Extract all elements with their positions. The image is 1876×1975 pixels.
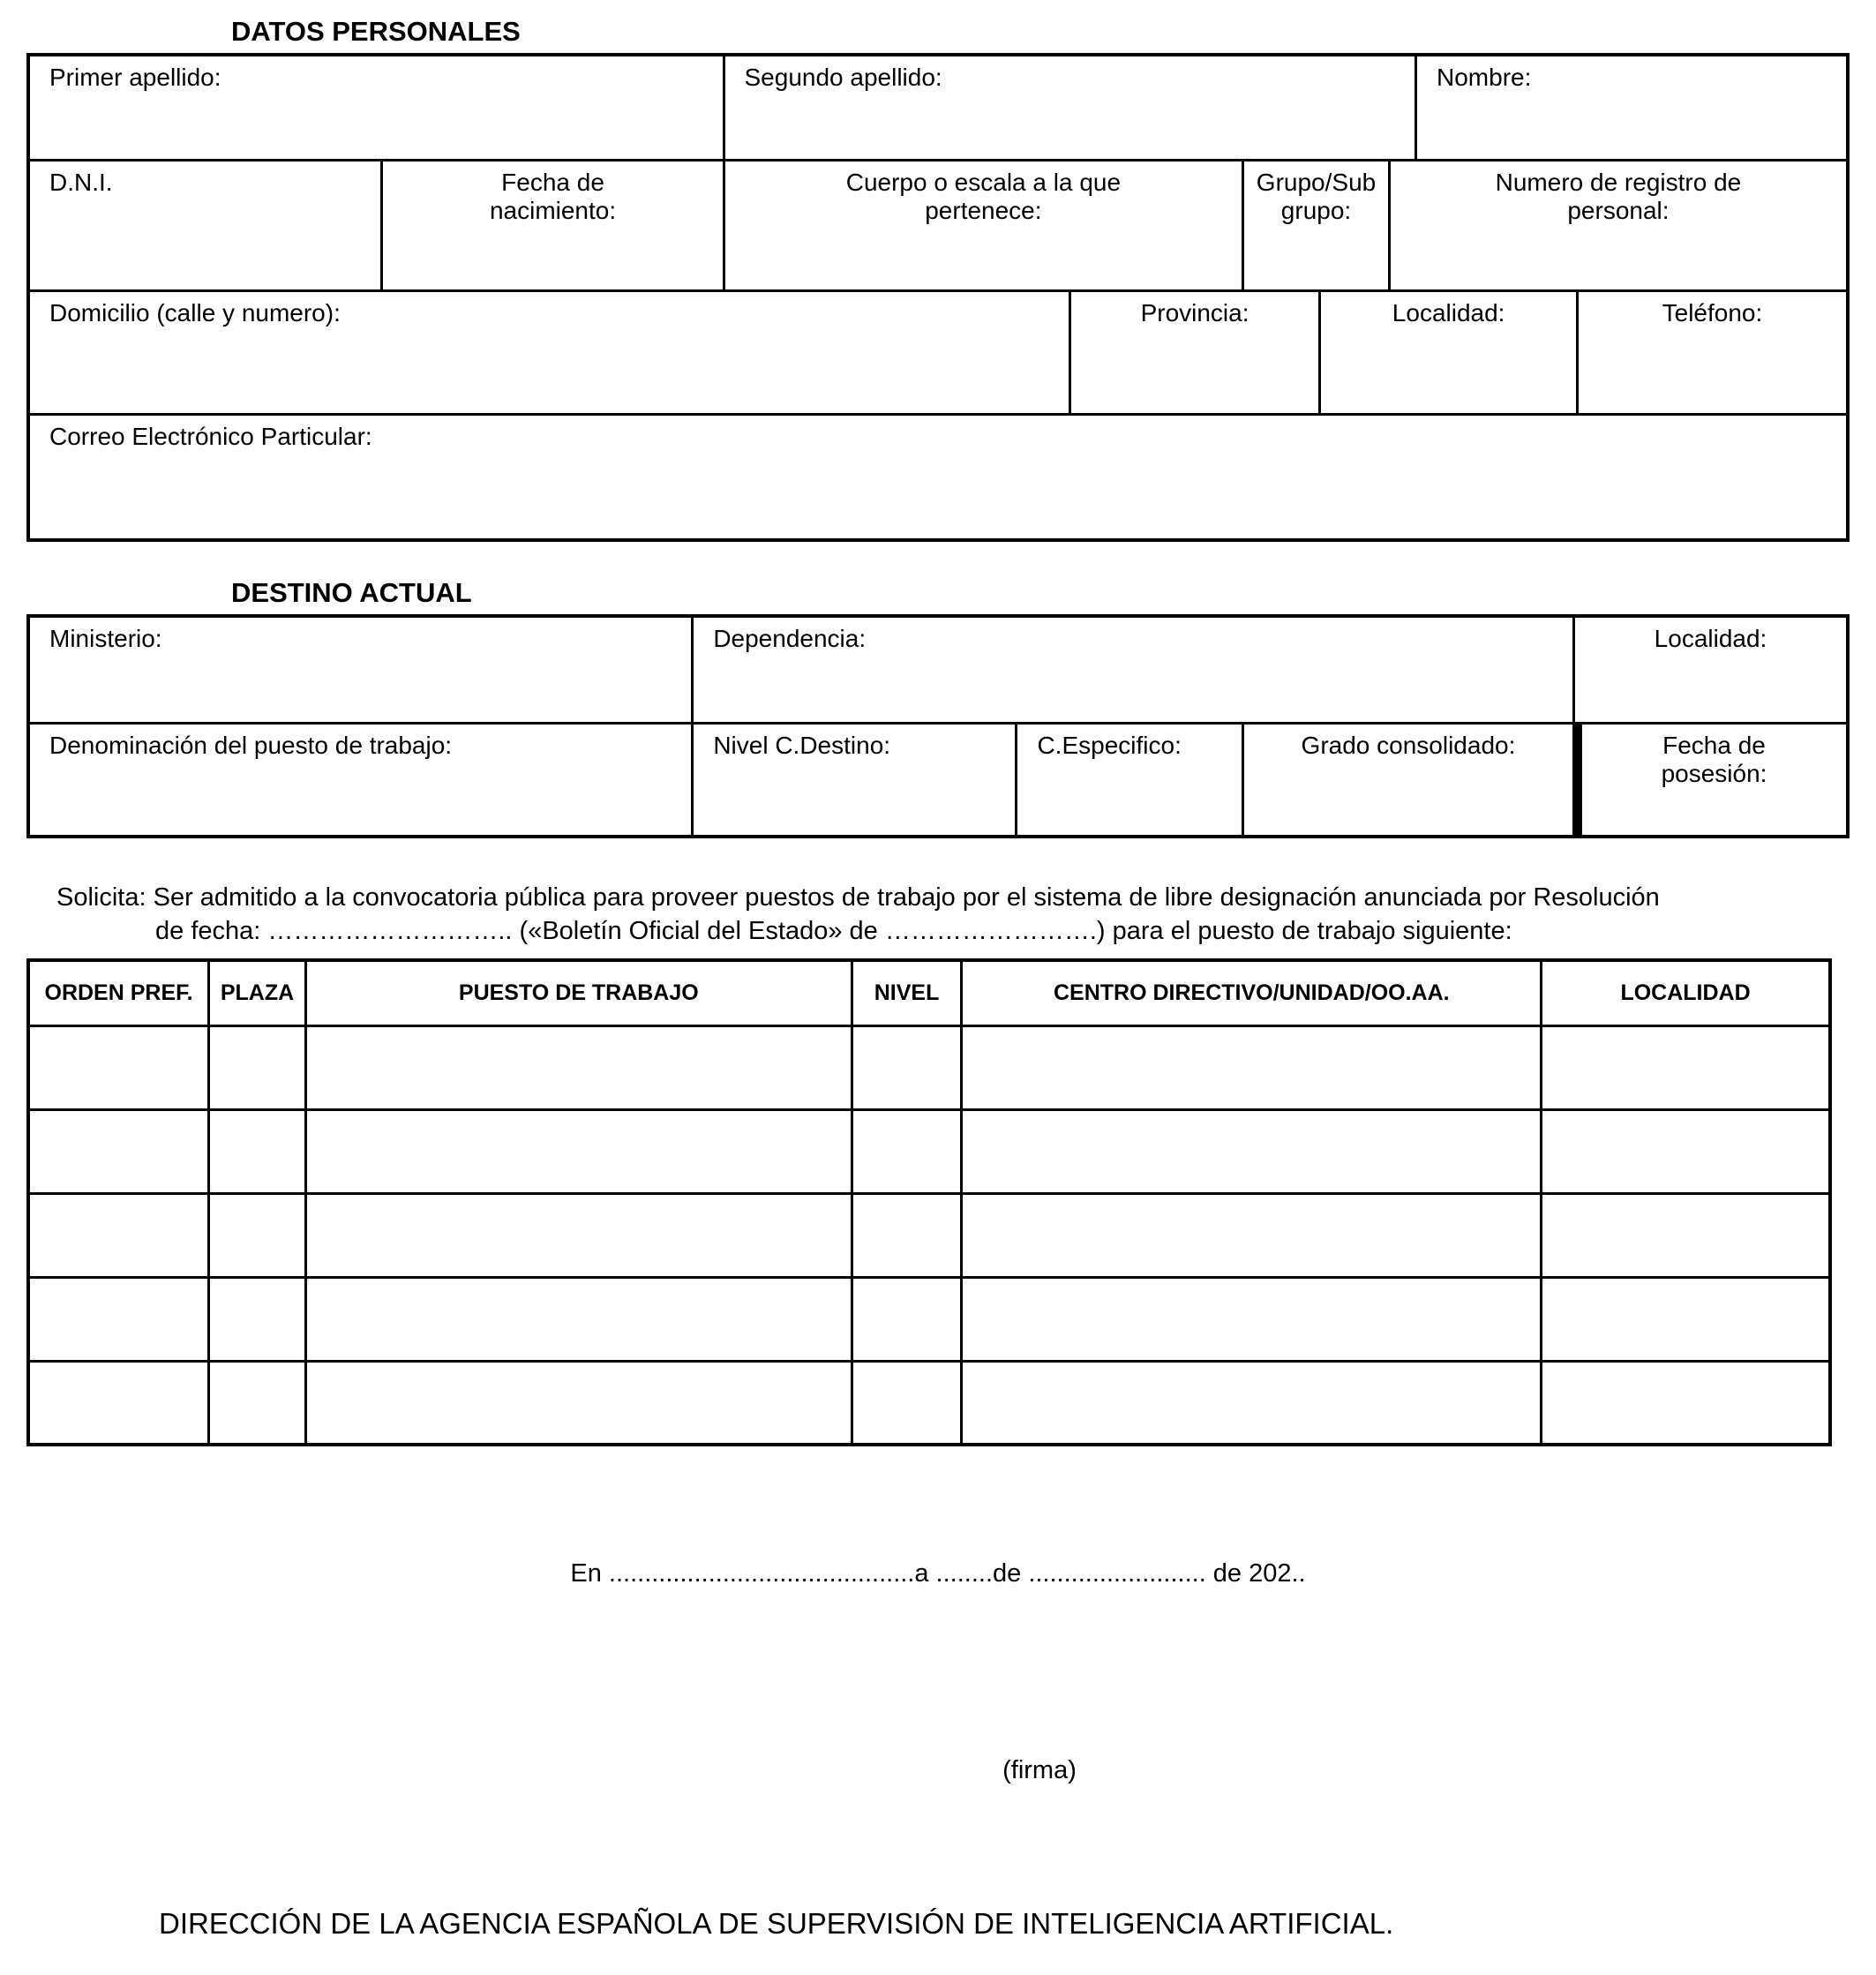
- puestos-cell: [852, 1025, 962, 1109]
- puestos-cell: [852, 1361, 962, 1445]
- puestos-cell: [28, 1361, 209, 1445]
- cell-grupo-subgrupo: [1242, 161, 1388, 289]
- table-row: [30, 413, 1846, 538]
- cell-primer-apellido: [30, 56, 723, 159]
- cell-dni: [30, 161, 380, 289]
- puestos-cell: [28, 1277, 209, 1361]
- puestos-cell: [852, 1193, 962, 1277]
- cell-domicilio: [30, 292, 1069, 413]
- puestos-table: [26, 958, 1832, 1446]
- puestos-empty-row: [28, 1109, 1830, 1193]
- nombre-label: Nombre:: [1437, 64, 1532, 91]
- table-row: [30, 618, 1846, 722]
- domicilio-label: Domicilio (calle y numero):: [49, 299, 341, 327]
- solicita-line1: Solicita: Ser admitido a la convocatoria pública para proveer puestos de trabajo por el sistema de libre designación anunciada por Resolución: [56, 883, 1660, 912]
- dni-label: D.N.I.: [49, 169, 113, 196]
- correo-label: Correo Electrónico Particular:: [49, 423, 372, 450]
- grupo-subgrupo-label: Grupo/Sub grupo:: [1256, 169, 1377, 224]
- direccion-footer: DIRECCIÓN DE LA AGENCIA ESPAÑOLA DE SUPERVISIÓN DE INTELIGENCIA ARTIFICIAL.: [159, 1907, 1394, 1940]
- puestos-empty-row: [28, 1193, 1830, 1277]
- table-row: [30, 289, 1846, 413]
- grado-consolidado-label: Grado consolidado:: [1301, 732, 1516, 759]
- col-header-localidad: LOCALIDAD: [1542, 960, 1830, 1025]
- cell-numero-registro: [1388, 161, 1846, 289]
- segundo-apellido-label: Segundo apellido:: [744, 64, 942, 91]
- datos-personales-title: DATOS PERSONALES: [231, 16, 521, 47]
- telefono-label: Teléfono:: [1662, 299, 1763, 327]
- ministerio-label: Ministerio:: [49, 625, 162, 652]
- destino-localidad-label: Localidad:: [1654, 625, 1767, 652]
- col-header-orden-pref: ORDEN PREF.: [28, 960, 209, 1025]
- puestos-empty-row: [28, 1025, 1830, 1109]
- puestos-cell: [962, 1277, 1542, 1361]
- puestos-empty-row: [28, 1361, 1830, 1445]
- puestos-cell: [305, 1025, 852, 1109]
- fecha-nacimiento-label: Fecha de nacimiento:: [489, 169, 617, 224]
- solicita-line2: de fecha: ……………………….. («Boletín Oficial del Estado» de …………………….) para el puesto de trabajo siguiente:: [155, 917, 1512, 945]
- puestos-cell: [305, 1193, 852, 1277]
- fecha-posesion-label: Fecha de posesión:: [1661, 732, 1767, 787]
- cell-telefono: [1576, 292, 1846, 413]
- cell-cuerpo-escala: [723, 161, 1242, 289]
- solicita-paragraph: [56, 881, 1841, 948]
- cell-provincia: [1069, 292, 1319, 413]
- table-row: [30, 159, 1846, 289]
- puestos-cell: [209, 1361, 306, 1445]
- puestos-cell: [1542, 1025, 1830, 1109]
- denominacion-puesto-label: Denominación del puesto de trabajo:: [49, 732, 453, 759]
- cell-dependencia: [691, 618, 1572, 722]
- puestos-cell: [209, 1109, 306, 1193]
- cell-c-especifico: [1015, 725, 1241, 835]
- firma-label: (firma): [1002, 1756, 1077, 1784]
- puestos-cell: [962, 1025, 1542, 1109]
- puestos-cell: [962, 1193, 1542, 1277]
- cuerpo-escala-label: Cuerpo o escala a la que pertenece:: [845, 169, 1122, 224]
- puestos-cell: [209, 1193, 306, 1277]
- puestos-cell: [852, 1277, 962, 1361]
- puestos-cell: [1542, 1361, 1830, 1445]
- col-header-plaza: PLAZA: [209, 960, 306, 1025]
- numero-registro-label: Numero de registro de personal:: [1495, 169, 1742, 224]
- col-header-centro-directivo: CENTRO DIRECTIVO/UNIDAD/OO.AA.: [962, 960, 1542, 1025]
- puestos-cell: [28, 1025, 209, 1109]
- col-header-puesto-de-trabajo: PUESTO DE TRABAJO: [305, 960, 852, 1025]
- localidad-label: Localidad:: [1392, 299, 1505, 327]
- puestos-table-body: [28, 1025, 1830, 1445]
- puestos-cell: [962, 1361, 1542, 1445]
- puestos-cell: [28, 1109, 209, 1193]
- puestos-cell: [305, 1361, 852, 1445]
- puestos-empty-row: [28, 1277, 1830, 1361]
- puestos-cell: [209, 1277, 306, 1361]
- dependencia-label: Dependencia:: [713, 625, 867, 652]
- nivel-destino-label: Nivel C.Destino:: [713, 732, 891, 759]
- cell-nivel-destino: [691, 725, 1015, 835]
- cell-segundo-apellido: [723, 56, 1415, 159]
- puestos-table-header: [28, 960, 1830, 1025]
- cell-destino-localidad: [1572, 618, 1846, 722]
- destino-actual-table: [26, 614, 1850, 838]
- puestos-cell: [209, 1025, 306, 1109]
- cell-denominacion-puesto: [30, 725, 691, 835]
- cell-localidad: [1318, 292, 1576, 413]
- c-especifico-label: C.Especifico:: [1037, 732, 1182, 759]
- destino-actual-title: DESTINO ACTUAL: [231, 577, 472, 608]
- cell-grado-consolidado: [1242, 725, 1572, 835]
- primer-apellido-label: Primer apellido:: [49, 64, 221, 91]
- table-row: [30, 722, 1846, 835]
- cell-ministerio: [30, 618, 691, 722]
- header-row: [28, 960, 1830, 1025]
- puestos-cell: [305, 1277, 852, 1361]
- cell-fecha-posesion: [1572, 725, 1846, 835]
- provincia-label: Provincia:: [1140, 299, 1249, 327]
- datos-personales-table: [26, 53, 1850, 542]
- puestos-cell: [305, 1109, 852, 1193]
- cell-correo: [30, 416, 1846, 538]
- cell-fecha-nacimiento: [380, 161, 722, 289]
- cell-nombre: [1415, 56, 1846, 159]
- date-line: En ...........................................a ........de ......................... de 202..: [570, 1559, 1306, 1588]
- puestos-cell: [1542, 1277, 1830, 1361]
- puestos-cell: [28, 1193, 209, 1277]
- puestos-cell: [1542, 1193, 1830, 1277]
- puestos-cell: [852, 1109, 962, 1193]
- puestos-cell: [1542, 1109, 1830, 1193]
- puestos-cell: [962, 1109, 1542, 1193]
- table-row: [30, 56, 1846, 159]
- col-header-nivel: NIVEL: [852, 960, 962, 1025]
